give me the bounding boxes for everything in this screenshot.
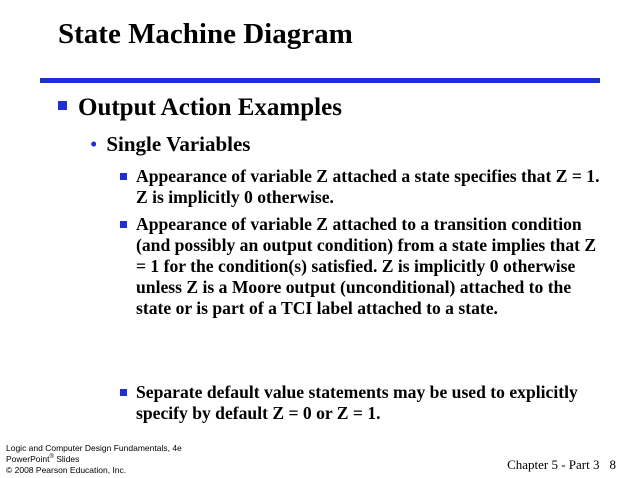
footer-chapter: Chapter 5 - Part 3 xyxy=(507,457,600,472)
page-number: 8 xyxy=(609,457,616,472)
bullet-level1-text: Output Action Examples xyxy=(78,94,342,121)
footer-copyright: © 2008 Pearson Education, Inc. xyxy=(6,465,127,475)
square-bullet-icon xyxy=(120,173,127,180)
bullet-level2 xyxy=(90,132,250,157)
footer-chapter-page xyxy=(507,457,616,473)
bullet-level3-text: Separate default value statements may be used to explicitly specify by default Z = 0 or Z = 1. xyxy=(136,382,578,423)
footer-slides-line: PowerPoint® Slides xyxy=(6,454,80,464)
bullet-level1 xyxy=(58,94,342,122)
square-bullet-icon xyxy=(58,101,67,110)
square-bullet-icon xyxy=(120,389,127,396)
bullet-level3-text: Appearance of variable Z attached a state specifies that Z = 1. Z is implicitly 0 otherwise. xyxy=(136,166,600,207)
bullet-level2-text: Single Variables xyxy=(106,132,251,156)
footer-credits xyxy=(6,443,182,476)
title-divider xyxy=(40,78,600,83)
round-bullet-icon: • xyxy=(90,132,98,156)
bullet-level3-item xyxy=(120,382,610,424)
slide-title: State Machine Diagram xyxy=(58,18,353,50)
bullet-level3-item xyxy=(120,166,610,208)
square-bullet-icon xyxy=(120,221,127,228)
footer-book-title: Logic and Computer Design Fundamentals, 4e xyxy=(6,443,182,453)
bullet-level3-text: Appearance of variable Z attached to a transition condition (and possibly an output condition) from a state implies that Z = 1 for the condition(s) satisfied. Z is implicitly 0 otherwise unless Z is a Moore output (unconditional) attached to the state or is part of a TCI label attached to a state. xyxy=(136,214,597,318)
bullet-level3-item xyxy=(120,214,610,319)
